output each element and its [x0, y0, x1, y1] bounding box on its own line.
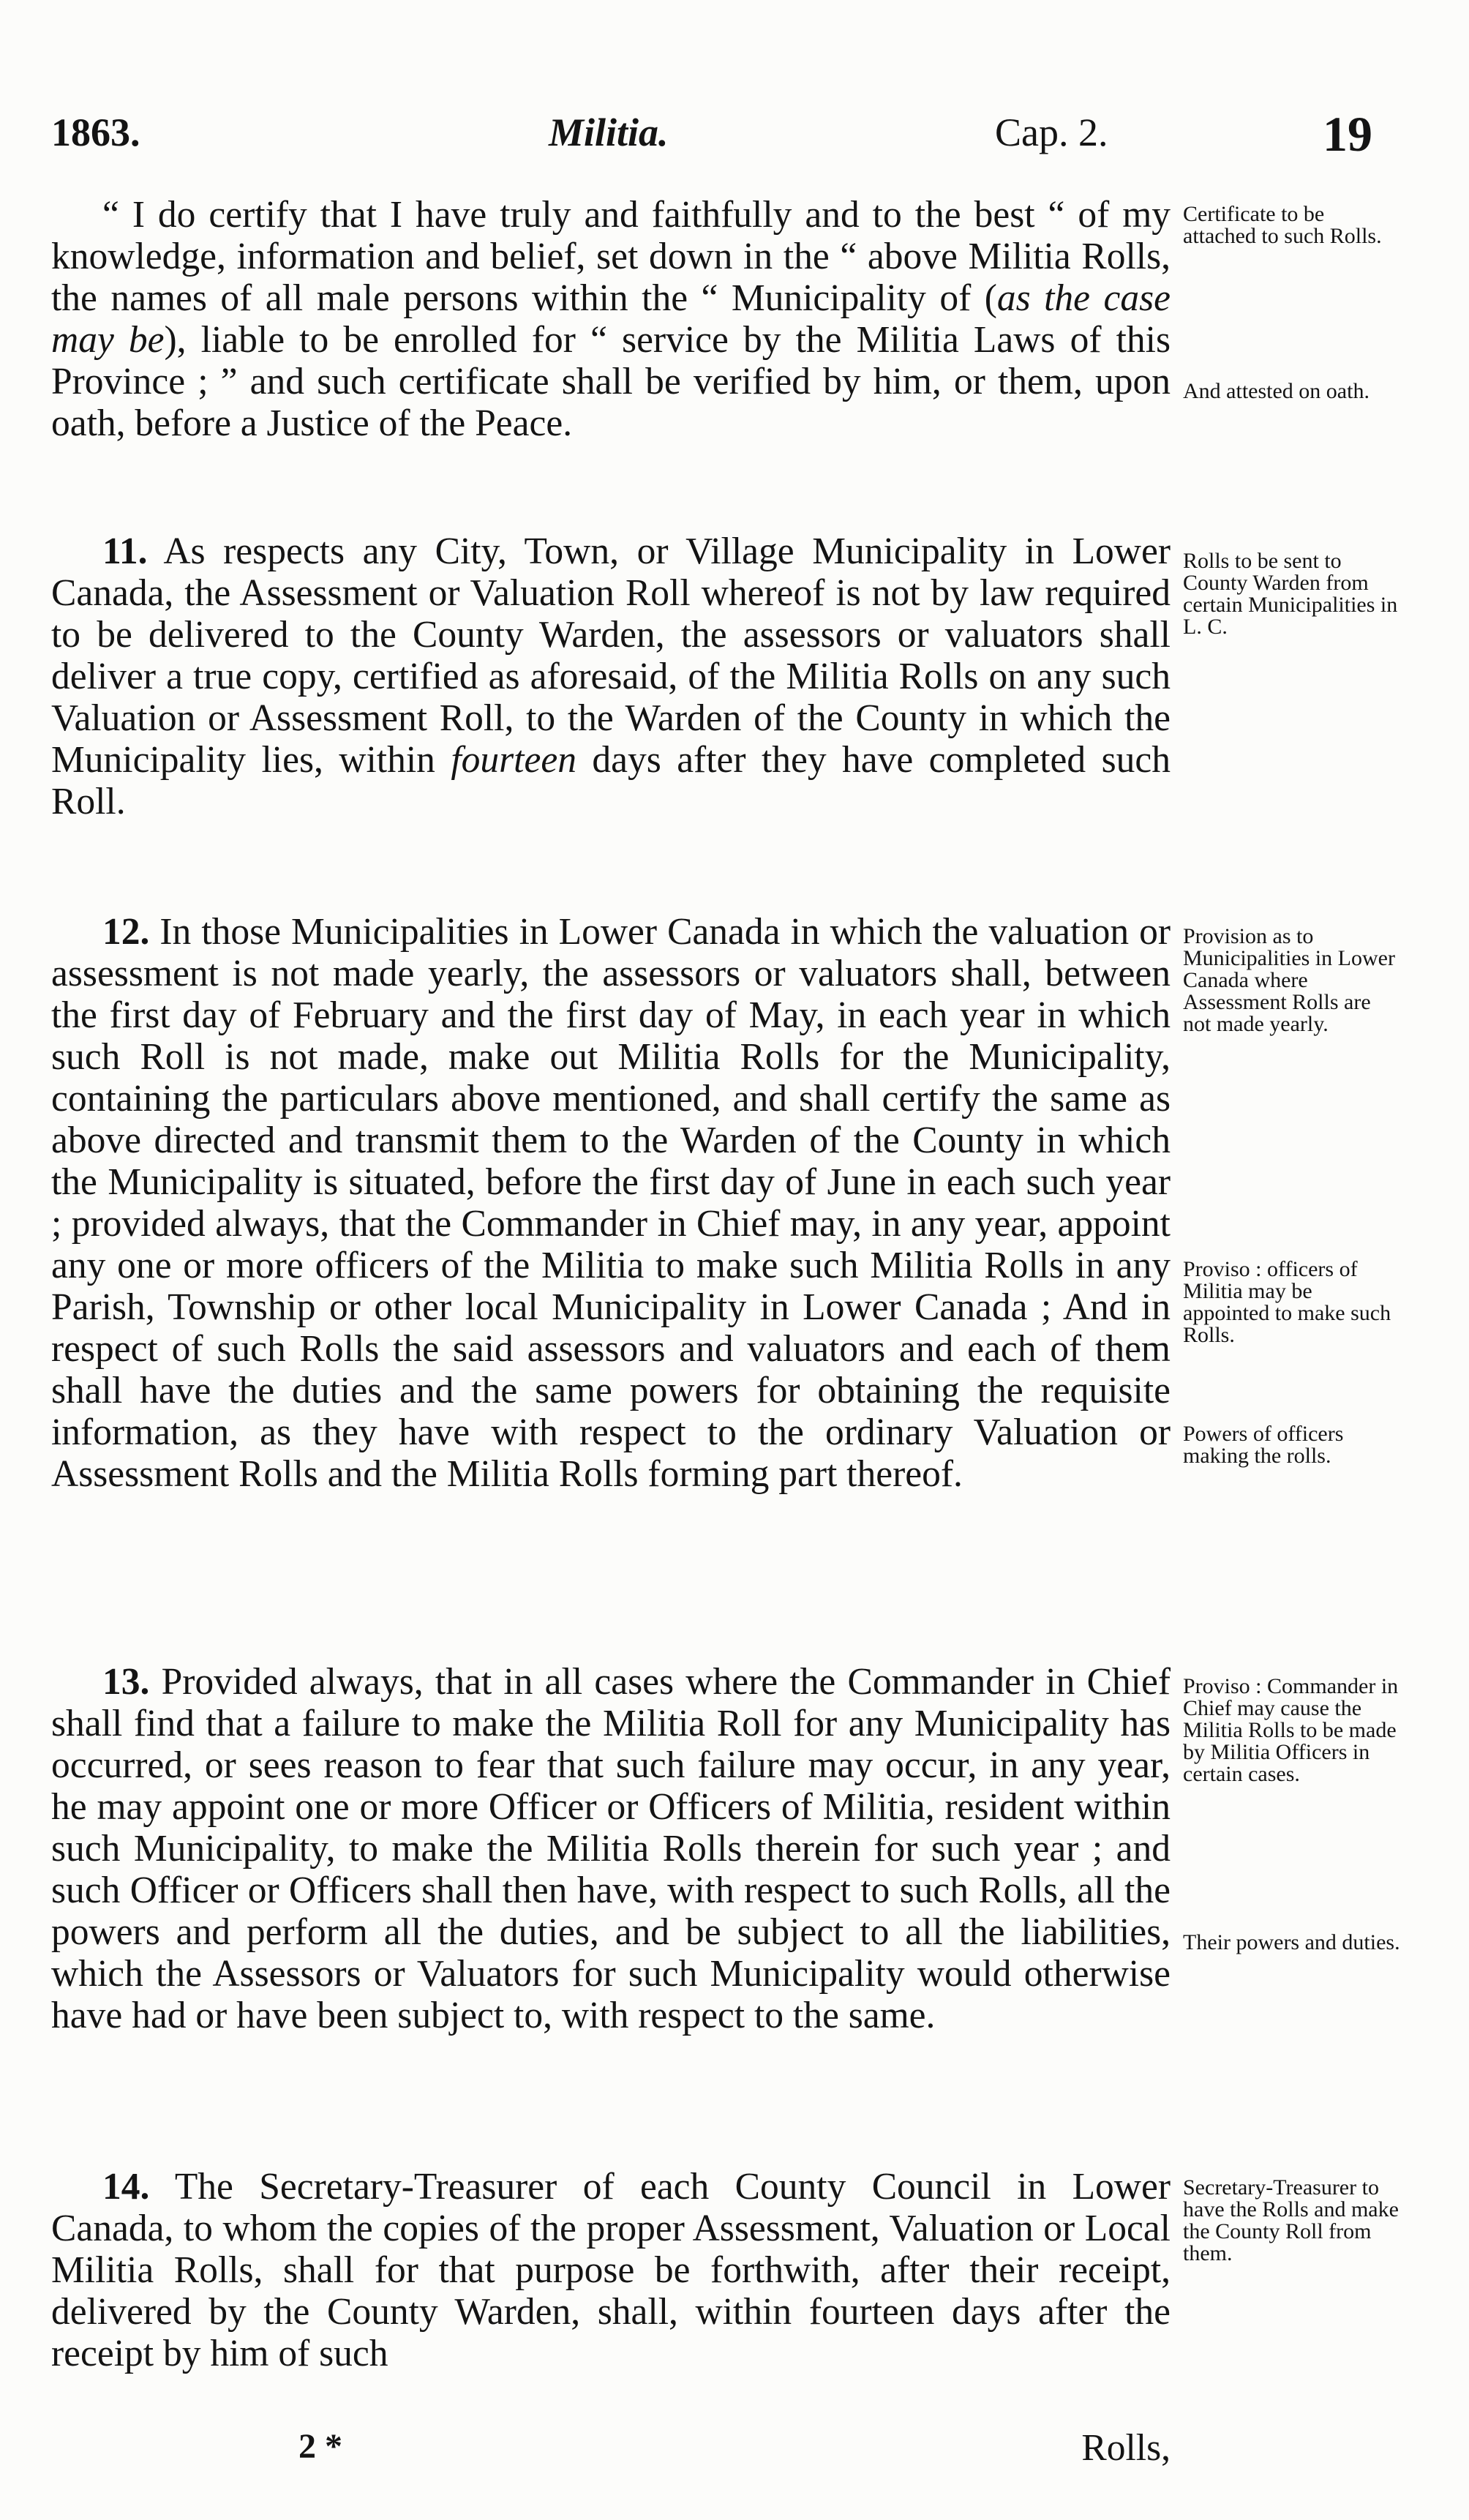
margin-note: Proviso : officers of Militia may be appointed to make such Rolls.: [1183, 1257, 1391, 1347]
margin-note: Secretary-Treasurer to have the Rolls and make the County Roll from them.: [1183, 2175, 1399, 2265]
header-chapter: Cap. 2.: [995, 110, 1108, 154]
running-header: [51, 106, 1397, 168]
section-13: [51, 1661, 1171, 2036]
certificate-text-a: “ I do certify that I have truly and faithfully and to the best “ of my knowledge, information and belief, set down in the “ above Militia Rolls, the names of all male persons within the “ Municipality of (: [51, 194, 1171, 319]
header-year: 1863.: [51, 110, 140, 154]
section-number: 13.: [102, 1661, 150, 1703]
section-text-a: As respects any City, Town, or Village Municipality in Lower Canada, the Assessment or Valuation Roll whereof is not by law required to be delivered to the County Warden, the assessors or valuators shall deliver a true copy, certified as aforesaid, of the Militia Rolls on any such Valuation or Assessment Roll, to the Warden of the County in which the Municipality lies, within: [51, 530, 1171, 781]
margin-note: Powers of officers making the rolls.: [1183, 1422, 1344, 1468]
margin-note: Their powers and duties.: [1183, 1930, 1400, 1954]
section-text: The Secretary-Treasurer of each County Council in Lower Canada, to whom the copies of the proper Assessment, Valuation or Local Militia Rolls, shall for that purpose be forthwith, after their receipt, delivered by the County Warden, shall, within fourteen days after the receipt by him of such: [51, 2166, 1171, 2374]
section-italic: fourteen: [451, 739, 576, 781]
signature-mark: 2 *: [298, 2427, 342, 2466]
section-text: Provided always, that in all cases where the Commander in Chief shall find that a failure to make the Militia Roll for any Municipality has occurred, or sees reason to fear that such failure may occur, in any year, he may appoint one or more Officer or Officers of Militia, resident within such Municipality, to make the Militia Rolls therein for such year ; and such Officer or Officers shall then have, with respect to such Rolls, all the powers and perform all the duties, and be subject to all the liabilities, which the Assessors or Valuators for such Municipality would otherwise have had or have been subject to, with respect to the same.: [51, 1661, 1171, 2036]
margin-note: Certificate to be attached to such Rolls.: [1183, 202, 1382, 248]
margin-note: And attested on oath.: [1183, 379, 1370, 403]
catchword: Rolls,: [1081, 2427, 1171, 2469]
section-text: In those Municipalities in Lower Canada in which the valuation or assessment is not made yearly, the assessors or valuators shall, between the first day of February and the first day of May, in each year in which such Roll is not made, make out Militia Rolls for the Municipality, containing the particulars above mentioned, and shall certify the same as above directed and transmit them to the Warden of the County in which the Municipality is situated, before the first day of June in each such year ; provided always, that the Commander in Chief may, in any year, appoint any one or more officers of the Militia to make such Militia Rolls in any Parish, Township or other local Municipality in Lower Canada ; And in respect of such Rolls the said assessors and valuators and each of them shall have the duties and the same powers for obtaining the requisite information, as they have with respect to the ordinary Valuation or Assessment Rolls and the Militia Rolls forming part thereof.: [51, 911, 1171, 1495]
certificate-paragraph: [51, 194, 1171, 444]
section-14: [51, 2166, 1171, 2374]
section-number: 14.: [102, 2166, 150, 2208]
section-number: 12.: [102, 911, 150, 953]
certificate-text-b: ), liable to be enrolled for “ service by the Militia Laws of this Province ; ” and such certificate shall be verified by him, or them, upon oath, before a Justice of the Peace.: [51, 319, 1171, 444]
header-title: Militia.: [549, 110, 669, 154]
margin-note: Rolls to be sent to County Warden from certain Municipalities in L. C.: [1183, 549, 1398, 639]
section-number: 11.: [102, 530, 148, 572]
section-12: [51, 911, 1171, 1495]
certificate-italic: as the case may be: [51, 277, 1171, 361]
page-number: 19: [1323, 106, 1372, 162]
margin-note: Proviso : Commander in Chief may cause the Militia Rolls to be made by Militia Officers in certain cases.: [1183, 1674, 1399, 1786]
margin-note: Provision as to Municipalities in Lower Canada where Assessment Rolls are not made yearly.: [1183, 924, 1395, 1036]
section-text-b: days after they have completed such Roll.: [51, 739, 1171, 822]
section-11: [51, 530, 1171, 822]
